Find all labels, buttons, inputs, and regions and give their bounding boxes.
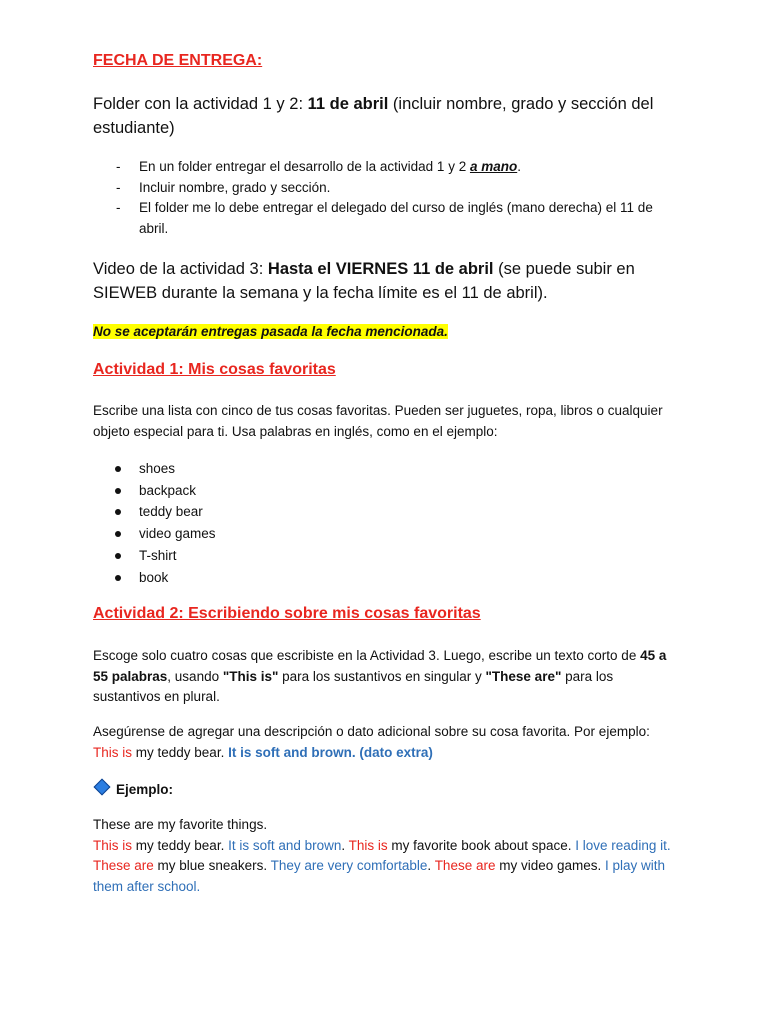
folder-suffix: (incluir nombre, grado y sección del estudiante) xyxy=(93,95,654,137)
folder-prefix: Folder con la actividad 1 y 2: xyxy=(93,95,308,113)
folder-date: 11 de abril xyxy=(307,95,389,113)
warning-highlight: No se aceptarán entregas pasada la fecha mencionada. xyxy=(93,324,448,339)
ejemplo-label: Ejemplo: xyxy=(116,782,174,797)
dash-marker: - xyxy=(116,159,121,174)
bullet-dot xyxy=(115,553,121,559)
list-item-label: book xyxy=(139,569,169,585)
list-item xyxy=(93,480,216,502)
ejemplo-text xyxy=(93,815,678,897)
instr-text: para los sustantivos en plural. xyxy=(93,668,614,704)
fecha-heading: FECHA DE ENTREGA: xyxy=(93,52,263,69)
example-red: This is xyxy=(93,837,133,853)
list-item-label: teddy bear xyxy=(139,504,203,520)
note-text: my teddy bear. xyxy=(132,744,229,760)
example-text: my teddy bear. xyxy=(132,837,229,853)
actividad2-heading: Actividad 2: Escribiendo sobre mis cosas favoritas xyxy=(93,605,481,622)
note-blue-phrase: It is soft and brown. (dato extra) xyxy=(228,744,433,760)
favorites-list xyxy=(93,458,216,588)
bullet-dot xyxy=(115,531,121,537)
dash-marker: - xyxy=(116,200,121,215)
dash-item-text: El folder me lo debe entregar el delegado del curso de inglés (mano derecha) el 11 de abril. xyxy=(139,200,653,236)
folder-paragraph xyxy=(93,92,668,140)
instr-text: Escoge solo cuatro cosas que escribiste en la Actividad 3. Luego, escribe un texto corto de xyxy=(93,648,641,663)
dash-marker: - xyxy=(116,179,121,195)
list-item xyxy=(93,523,216,545)
example-line: These are my favorite things. xyxy=(93,817,268,832)
example-red: This is xyxy=(348,837,388,853)
example-blue: I love reading it. xyxy=(575,837,671,853)
dash-item-emphasis: a mano xyxy=(469,159,518,174)
list-item xyxy=(93,545,216,567)
list-item-label: video games xyxy=(139,526,216,542)
dash-item-text: En un folder entregar el desarrollo de la actividad 1 y 2 xyxy=(139,159,470,174)
example-text: my blue sneakers. xyxy=(153,858,271,873)
actividad2-note xyxy=(93,722,678,763)
list-item xyxy=(93,567,216,589)
instr-text: para los sustantivos en singular y xyxy=(278,668,486,684)
this-is-keyword: "This is" xyxy=(222,668,279,684)
list-item-label: shoes xyxy=(139,461,176,476)
note-red-phrase: This is xyxy=(93,744,133,760)
note-text: Asegúrense de agregar una descripción o dato adicional sobre su cosa favorita. Por ejemplo: xyxy=(93,724,650,739)
ejemplo-label-row xyxy=(93,780,173,800)
dash-item xyxy=(93,198,678,239)
dash-item-text: Incluir nombre, grado y sección. xyxy=(139,179,331,195)
actividad2-instructions xyxy=(93,646,678,708)
list-item-label: T-shirt xyxy=(139,547,177,563)
example-blue: It is soft and brown xyxy=(228,837,342,853)
example-red: These are xyxy=(93,858,154,873)
dash-item-end: . xyxy=(517,159,521,174)
bullet-dot xyxy=(115,509,121,515)
example-blue: They are very comfortable xyxy=(270,858,428,873)
diamond-icon xyxy=(94,779,111,796)
bullet-dot xyxy=(115,575,121,581)
example-red: These are xyxy=(434,858,496,873)
list-item-label: backpack xyxy=(139,482,197,498)
instr-text: , usando xyxy=(167,668,223,684)
example-text: my favorite book about space. xyxy=(387,837,576,853)
video-prefix: Video de la actividad 3: xyxy=(93,260,268,278)
bullet-dot xyxy=(115,488,121,494)
dash-item xyxy=(93,157,678,178)
actividad1-heading: Actividad 1: Mis cosas favoritas xyxy=(93,361,336,378)
video-suffix: (se puede subir en SIEWEB durante la semana y la fecha límite es el 11 de abril). xyxy=(93,260,635,302)
bullet-dot xyxy=(115,466,121,472)
video-paragraph xyxy=(93,257,668,305)
example-blue: I play with them after school. xyxy=(93,858,666,894)
word-count: 45 a 55 palabras xyxy=(93,648,667,684)
example-text: my video games. xyxy=(495,858,606,873)
dash-item xyxy=(93,178,678,199)
dash-list xyxy=(93,157,678,239)
actividad1-intro: Escribe una lista con cinco de tus cosas favoritas. Pueden ser juguetes, ropa, libros o cualquier objeto especial para ti. Usa palabras en inglés, como en el ejemplo: xyxy=(93,403,663,439)
these-are-keyword: "These are" xyxy=(485,668,562,684)
list-item xyxy=(93,501,216,523)
example-text: . xyxy=(427,858,435,873)
video-deadline: Hasta el VIERNES 11 de abril xyxy=(267,260,494,278)
list-item xyxy=(93,458,216,480)
warning-note xyxy=(93,323,448,341)
example-text: . xyxy=(341,837,349,853)
